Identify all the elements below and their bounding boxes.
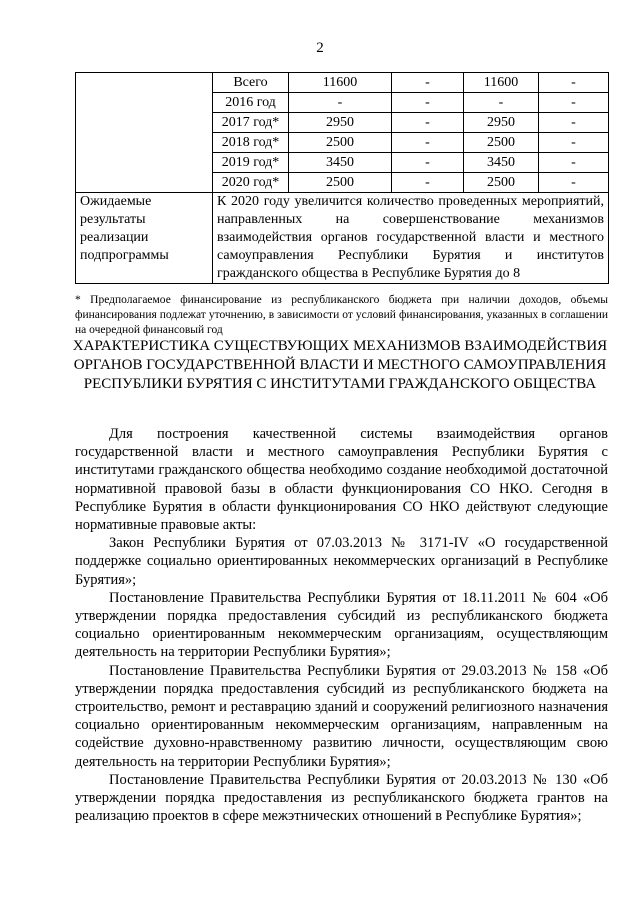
paragraph: Постановление Правительства Республики Бурятия от 20.03.2013 № 130 «Об утверждении порядка предоставления из республиканского бюджета грантов на реализацию проектов в сфере межэтнических отношений в Республике Бурятия»; — [75, 771, 608, 825]
republic-cell: - — [464, 93, 539, 113]
financing-table — [75, 72, 609, 284]
total-cell: 3450 — [289, 153, 392, 173]
year-cell: 2016 год — [213, 93, 289, 113]
republic-cell: 2950 — [464, 113, 539, 133]
table-row — [76, 153, 609, 173]
total-cell: - — [289, 93, 392, 113]
republic-cell: 2500 — [464, 173, 539, 193]
paragraph: Постановление Правительства Республики Бурятия от 18.11.2011 № 604 «Об утверждении порядка предоставления субсидий из республиканского бюджета социально ориентированным некоммерческим организациям, осуществляющим деятельность на территории Республики Бурятия»; — [75, 589, 608, 661]
other-cell: - — [539, 133, 609, 153]
republic-cell: 2500 — [464, 133, 539, 153]
total-cell: 11600 — [289, 73, 392, 93]
section-heading: ХАРАКТЕРИСТИКА СУЩЕСТВУЮЩИХ МЕХАНИЗМОВ ВЗАИМОДЕЙСТВИЯ ОРГАНОВ ГОСУДАРСТВЕННОЙ ВЛАСТИ И МЕСТНОГО САМОУПРАВЛЕНИЯ РЕСПУБЛИКИ БУРЯТИЯ С ИНСТИТУТАМИ ГРАЖДАНСКОГО ОБЩЕСТВА — [72, 338, 608, 392]
footnote: * Предполагаемое финансирование из республиканского бюджета при наличии доходов, объемы финансирования подлежат уточнению, в зависимости от условий финансирования, указанных в соглашении на очередной финансовый год — [75, 294, 608, 336]
results-row — [76, 193, 609, 284]
table-row — [76, 133, 609, 153]
paragraph: Постановление Правительства Республики Бурятия от 29.03.2013 № 158 «Об утверждении порядка предоставления субсидий из республиканского бюджета на строительство, ремонт и реставрацию зданий и сооружений религиозного назначения социально ориентированным некоммерческим организациям, направленным на содействие духовно-нравственному развитию личности, осуществляющим свою деятельность на территории Республики Бурятия»; — [75, 662, 608, 770]
table-row — [76, 113, 609, 133]
table-row — [76, 93, 609, 113]
republic-cell: 3450 — [464, 153, 539, 173]
table-row — [76, 73, 609, 93]
year-cell: 2019 год* — [213, 153, 289, 173]
results-label: Ожидаемые результаты реализации подпрограммы — [76, 193, 213, 284]
total-cell: 2500 — [289, 133, 392, 153]
total-cell: 2500 — [289, 173, 392, 193]
body-text — [75, 425, 608, 825]
year-cell: Всего — [213, 73, 289, 93]
table-row — [76, 173, 609, 193]
federal-cell: - — [392, 73, 464, 93]
year-cell: 2017 год* — [213, 113, 289, 133]
year-cell: 2020 год* — [213, 173, 289, 193]
page-number: 2 — [316, 40, 324, 56]
other-cell: - — [539, 173, 609, 193]
paragraph: Закон Республики Бурятия от 07.03.2013 № 3171-IV «О государственной поддержке социально ориентированных некоммерческих организаций в Республике Бурятия»; — [75, 535, 608, 588]
results-text: К 2020 году увеличится количество проведенных мероприятий, направленных на совершенствование механизмов взаимодействия органов государственной власти и местного самоуправления Республики Бурятия и институтов гражданского общества в Республике Бурятия до 8 — [213, 193, 609, 284]
total-cell: 2950 — [289, 113, 392, 133]
other-cell: - — [539, 73, 609, 93]
other-cell: - — [539, 113, 609, 133]
year-cell: 2018 год* — [213, 133, 289, 153]
federal-cell: - — [392, 113, 464, 133]
federal-cell: - — [392, 153, 464, 173]
federal-cell: - — [392, 133, 464, 153]
paragraph: Для построения качественной системы взаимодействия органов государственной власти и местного самоуправления Республики Бурятия с институтами гражданского общества необходимо создание необходимой достаточной нормативной правовой базы в области функционирования СО НКО. Сегодня в Республике Бурятия в области функционирования СО НКО действуют следующие нормативные правовые акты: — [75, 426, 608, 534]
federal-cell: - — [392, 93, 464, 113]
other-cell: - — [539, 93, 609, 113]
republic-cell: 11600 — [464, 73, 539, 93]
federal-cell: - — [392, 173, 464, 193]
other-cell: - — [539, 153, 609, 173]
